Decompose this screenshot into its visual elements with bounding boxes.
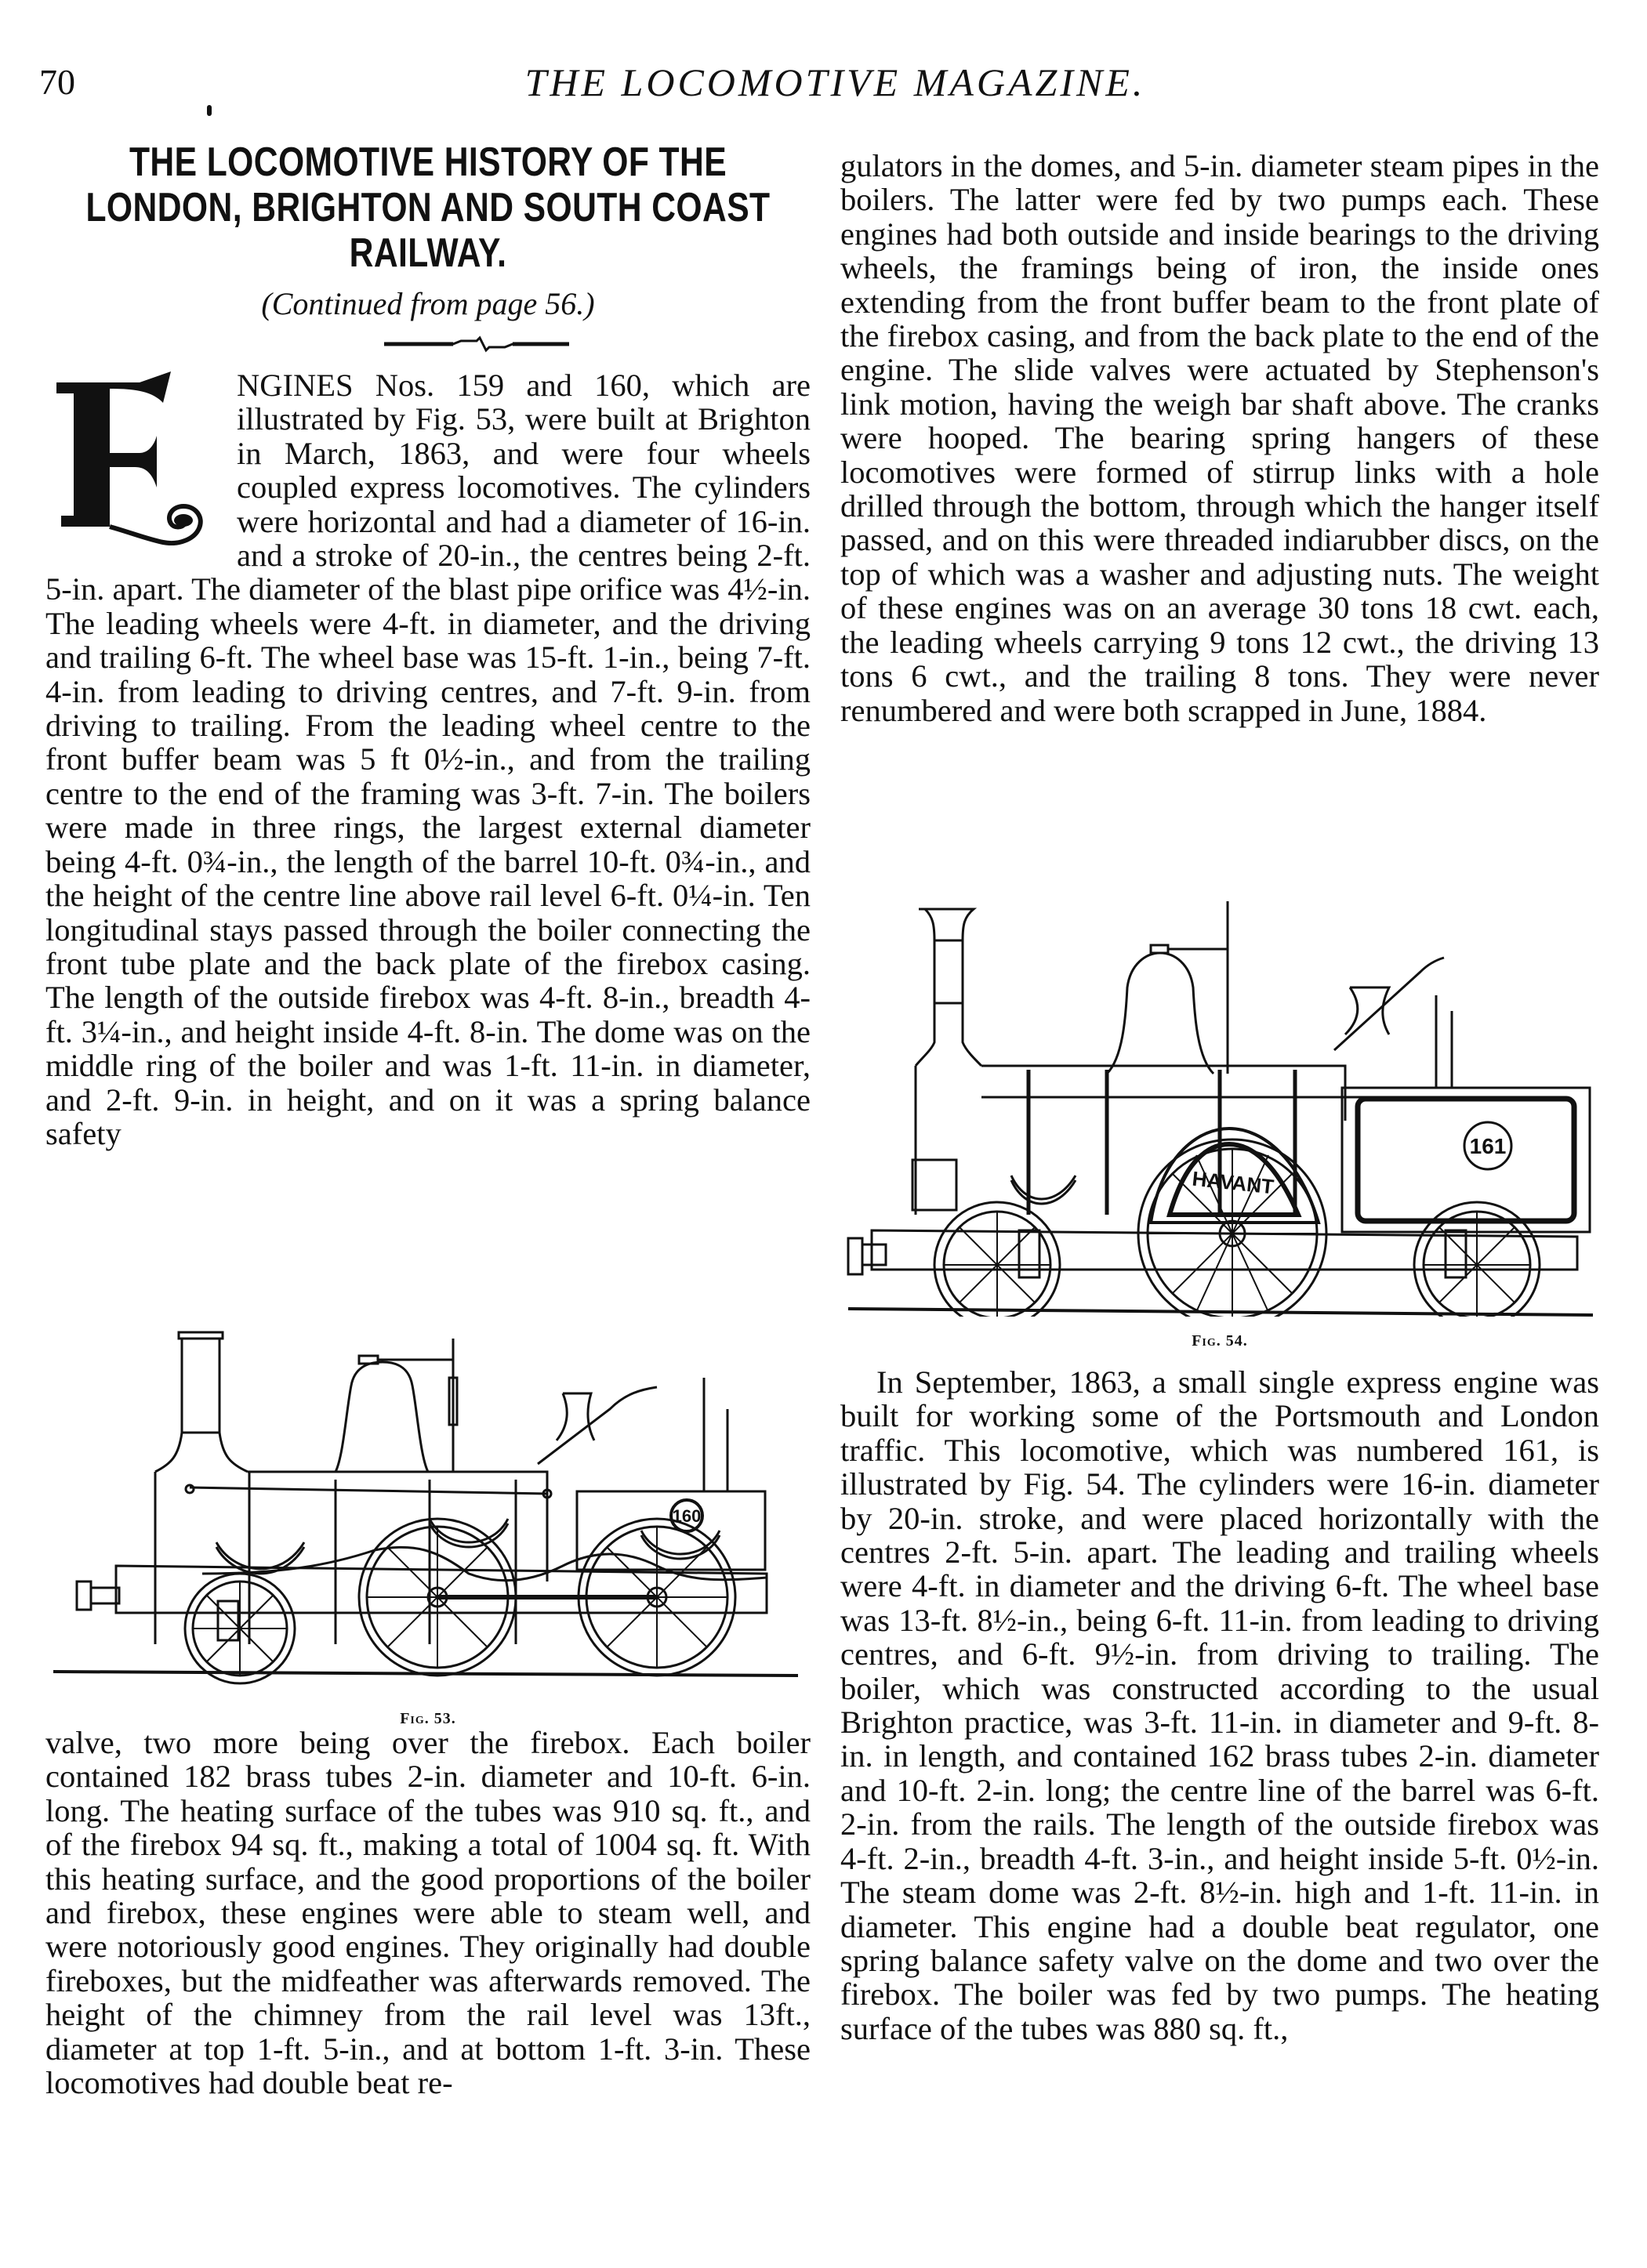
locomotive-161-havant-drawing-icon: [840, 893, 1599, 1317]
opening-paragraph: NGINES Nos. 159 and 160, which are illustrated by Fig. 53, were built at Brighton in March, 1863, and were four wheels coupled express locomotives. The cylinders were horizontal and had a diameter of 16-in. and a stroke of 20-in., the centres being 2-ft. 5-in. apart. The diameter of the blast pipe orifice was 4½-in. The leading wheels were 4-ft. in diameter, and the driving and trailing 6-ft. The wheel base was 15-ft. 1-in., being 7-ft. 4-in. from leading to driving centres, and 7-ft. 9-in. from driving to trailing. From the leading wheel centre to the front buffer beam was 5 ft 0½-in., and from the trailing centre to the end of the framing was 3-ft. 7-in. The boilers were made in three rings, the largest external diameter being 4-ft. 0¾-in., the length of the barrel 10-ft. 0¾-in., and the height of the centre line above rail level 6-ft. 0¼-in. Ten longitudinal stays passed through the boiler connecting the front tube plate and the back plate of the firebox casing. The length of the outside firebox was 4-ft. 8-in., breadth 4-ft. 3¼-in., and height inside 4-ft. 8-in. The dome was on the middle ring of the boiler and was 1-ft. 11-in. in diameter, and 2-ft. 9-in. in height, and on it was a spring balance safety: [45, 368, 811, 1151]
figure-54-caption: Fig. 54.: [1192, 1332, 1248, 1350]
continuation-paragraph-right: gulators in the domes, and 5-in. diameter steam pipes in the boilers. The latter were fed by two pumps each. These engines had both outside and inside bearings to the driving wheels, the framings being of iron, the inside ones extending from the front buffer beam to the front plate of the firebox casing, and from the back plate to the end of the engine. The slide valves were actuated by Stephenson's link motion, having the weigh bar shaft above. The cranks were hooped. The bearing spring hangers of these locomotives were formed of stirrup links with a hole drilled through the bottom, through which the hanger itself passed, and on this were threaded indiarubber discs, on the top of which was a washer and adjusting nuts. The weight of these engines was on an average 30 tons 18 cwt. each, the leading wheels carrying 9 tons 12 cwt., the driving 13 tons 6 cwt., and the trailing 8 tons. They were never renumbered and were both scrapped in June, 1884.: [840, 148, 1599, 728]
svg-text:161: 161: [1469, 1134, 1507, 1158]
right-column-second-paragraph: [840, 1365, 1599, 2045]
figure-53-caption: Fig. 53.: [400, 1710, 456, 1727]
svg-text:160: 160: [672, 1506, 702, 1526]
article-subtitle: (Continued from page 56.): [261, 286, 595, 321]
second-paragraph: In September, 1863, a small single express engine was built for working some of the Portsmouth and London traffic. This locomotive, which was numbered 161, is illustrated by Fig. 54. The cylinders were 16-in. diameter by 20-in. stroke, and were placed horizontally with the centres 2-ft. 5-in. apart. The leading and trailing wheels were 4-ft. in diameter and the driving 6-ft. The wheel base was 13-ft. 8½-in., being 6-ft. 11-in. from leading to driving centres, and 6-ft. 9½-in. from driving to trailing. The boiler, which was constructed according to the usual Brighton practice, was 3-ft. 11-in. in diameter and 9-ft. 8-in. in length, and contained 162 brass tubes 2-in. diameter and 10-ft. 2-in. long; the centre line of the barrel was 6-ft. 2-in. from the rails. The length of the outside firebox was 4-ft. 2-in., breadth 4-ft. 3-in., and height inside 5-ft. 0½-in. The steam dome was 2-ft. 8½-in. high and 1-ft. 11-in. in diameter. This engine had a double beat regulator, one spring balance safety valve on the dome and two over the firebox. The boiler was fed by two pumps. The heating surface of the tubes was 880 sq. ft.,: [840, 1364, 1599, 2046]
ornate-e-dropcap-icon: [45, 371, 237, 545]
running-head: THE LOCOMOTIVE MAGAZINE.: [524, 60, 1146, 104]
continuation-paragraph-left: valve, two more being over the firebox. Each boiler contained 182 brass tubes 2-in. diameter and 10-ft. 6-in. long. The heating surface of the tubes was 910 sq. ft., and of the firebox 94 sq. ft., making a total of 1004 sq. ft. With this heating surface, and the good proportions of the boiler and firebox, these engines were able to steam well, and were notoriously good engines. They originally had double fireboxes, but the midfeather was afterwards removed. The height of the chimney from the rail level was 13ft., diameter at top 1-ft. 5-in., and at bottom 1-ft. 3-in. These locomotives had double beat re-: [45, 1725, 811, 2101]
title-line-3: RAILWAY.: [349, 230, 507, 276]
dropcap-letter: [45, 371, 237, 545]
right-column: [840, 0, 1599, 2268]
svg-text:HAVANT: HAVANT: [1191, 1166, 1275, 1199]
title-line-1: THE LOCOMOTIVE HISTORY OF THE: [129, 139, 727, 185]
figure-53: [45, 1315, 811, 1691]
ornamental-rule-icon: [383, 335, 571, 353]
page-number: 70: [39, 62, 75, 102]
left-column: [45, 0, 811, 2268]
right-column-top: [840, 149, 1599, 727]
left-column-continuation: [45, 1726, 811, 2100]
figure-54: [840, 893, 1599, 1317]
opening-paragraph-block: [45, 368, 811, 1150]
locomotive-160-drawing-icon: [45, 1315, 811, 1691]
article-title: [45, 139, 811, 276]
title-line-2: LONDON, BRIGHTON AND SOUTH COAST: [85, 185, 771, 230]
